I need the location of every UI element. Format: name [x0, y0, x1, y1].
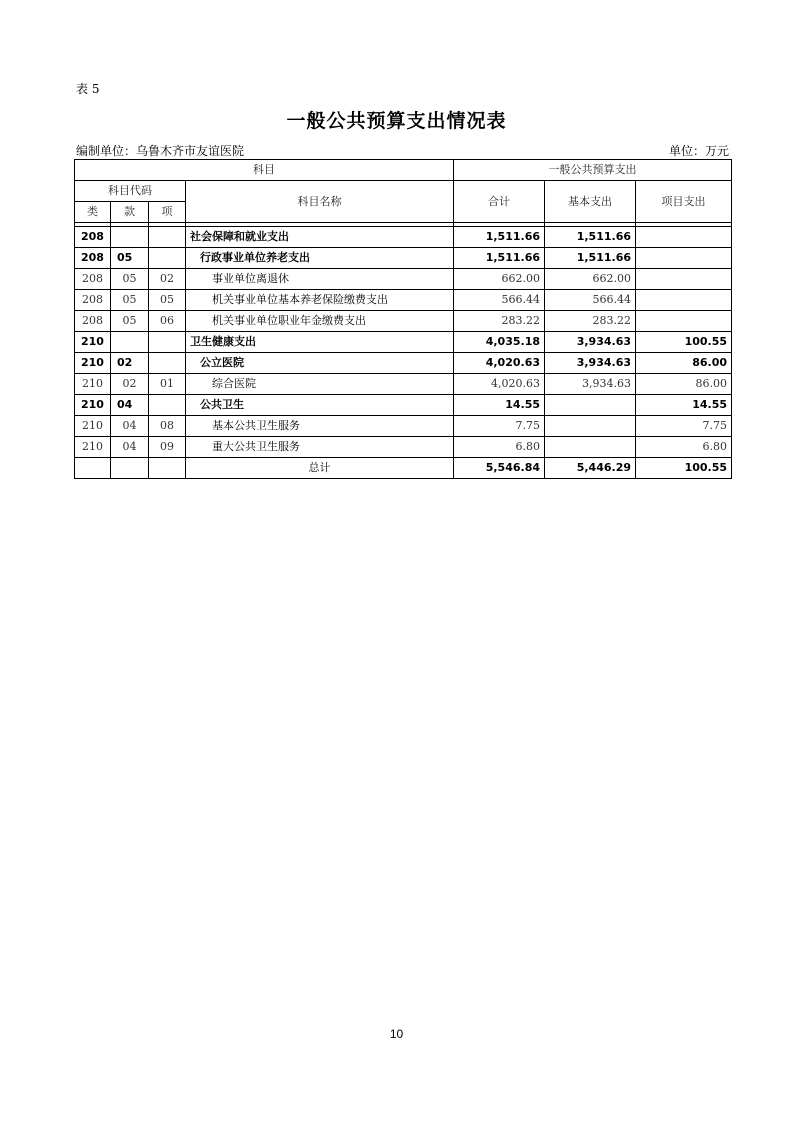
project-cell — [636, 290, 732, 311]
item-cell: 01 — [149, 374, 186, 395]
basic-cell: 3,934.63 — [545, 374, 636, 395]
class-cell: 210 — [75, 395, 111, 416]
project-cell: 86.00 — [636, 374, 732, 395]
code-group-header: 科目代码 — [75, 181, 186, 202]
total-cell: 283.22 — [454, 311, 545, 332]
section-header: 款 — [111, 202, 149, 223]
total-cell: 4,035.18 — [454, 332, 545, 353]
item-cell: 06 — [149, 311, 186, 332]
unit-label: 单位：万元 — [668, 144, 729, 158]
subject-name-cell: 综合医院 — [186, 374, 454, 395]
table-row — [75, 395, 732, 416]
table-row — [75, 332, 732, 353]
total-header: 合计 — [454, 181, 545, 223]
grand-total-label: 总计 — [186, 458, 454, 479]
class-cell: 208 — [75, 227, 111, 248]
org-label: 编制单位：乌鲁木齐市友谊医院 — [76, 144, 245, 158]
subject-name-cell: 公立医院 — [186, 353, 454, 374]
class-cell — [75, 458, 111, 479]
section-cell: 04 — [111, 395, 149, 416]
project-cell: 6.80 — [636, 437, 732, 458]
grand-project-cell: 100.55 — [636, 458, 732, 479]
subject-name-cell: 社会保障和就业支出 — [186, 227, 454, 248]
class-cell: 208 — [75, 311, 111, 332]
section-cell — [111, 458, 149, 479]
table-row — [75, 374, 732, 395]
basic-cell — [545, 416, 636, 437]
subject-name-cell: 事业单位离退休 — [186, 269, 454, 290]
table-row — [75, 248, 732, 269]
section-cell — [111, 227, 149, 248]
project-cell — [636, 227, 732, 248]
total-cell: 4,020.63 — [454, 374, 545, 395]
item-cell — [149, 353, 186, 374]
subject-name-cell: 基本公共卫生服务 — [186, 416, 454, 437]
table-row — [75, 437, 732, 458]
budget-table — [74, 159, 732, 479]
grand-total-cell: 5,546.84 — [454, 458, 545, 479]
basic-header: 基本支出 — [545, 181, 636, 223]
item-cell — [149, 332, 186, 353]
item-cell — [149, 248, 186, 269]
project-cell: 100.55 — [636, 332, 732, 353]
project-cell — [636, 269, 732, 290]
total-cell: 1,511.66 — [454, 248, 545, 269]
basic-cell: 283.22 — [545, 311, 636, 332]
table-row — [75, 353, 732, 374]
item-cell: 09 — [149, 437, 186, 458]
page-title: 一般公共预算支出情况表 — [286, 110, 507, 132]
class-cell: 210 — [75, 353, 111, 374]
basic-cell: 662.00 — [545, 269, 636, 290]
table-number: 表 5 — [76, 82, 100, 96]
item-cell — [149, 458, 186, 479]
basic-cell: 566.44 — [545, 290, 636, 311]
total-cell: 662.00 — [454, 269, 545, 290]
item-cell: 08 — [149, 416, 186, 437]
subject-name-cell: 机关事业单位职业年金缴费支出 — [186, 311, 454, 332]
name-header: 科目名称 — [186, 181, 454, 223]
section-cell: 04 — [111, 416, 149, 437]
section-cell: 05 — [111, 248, 149, 269]
subject-header: 科目 — [75, 160, 454, 181]
total-cell: 6.80 — [454, 437, 545, 458]
class-cell: 210 — [75, 374, 111, 395]
basic-cell: 3,934.63 — [545, 332, 636, 353]
table-row — [75, 416, 732, 437]
class-cell: 208 — [75, 269, 111, 290]
basic-cell — [545, 437, 636, 458]
section-cell: 05 — [111, 290, 149, 311]
project-cell: 7.75 — [636, 416, 732, 437]
total-cell: 4,020.63 — [454, 353, 545, 374]
class-cell: 208 — [75, 248, 111, 269]
table-row — [75, 227, 732, 248]
section-cell — [111, 332, 149, 353]
class-header: 类 — [75, 202, 111, 223]
basic-cell: 1,511.66 — [545, 248, 636, 269]
class-cell: 210 — [75, 437, 111, 458]
item-cell: 02 — [149, 269, 186, 290]
item-cell: 05 — [149, 290, 186, 311]
item-cell — [149, 227, 186, 248]
table-row — [75, 311, 732, 332]
subject-name-cell: 机关事业单位基本养老保险缴费支出 — [186, 290, 454, 311]
page-number: 10 — [389, 1027, 404, 1041]
project-cell: 86.00 — [636, 353, 732, 374]
basic-cell — [545, 395, 636, 416]
section-cell: 05 — [111, 269, 149, 290]
subject-name-cell: 行政事业单位养老支出 — [186, 248, 454, 269]
section-cell: 02 — [111, 353, 149, 374]
section-cell: 04 — [111, 437, 149, 458]
total-cell: 566.44 — [454, 290, 545, 311]
item-cell — [149, 395, 186, 416]
project-cell: 14.55 — [636, 395, 732, 416]
subject-name-cell: 公共卫生 — [186, 395, 454, 416]
class-cell: 208 — [75, 290, 111, 311]
table-row — [75, 269, 732, 290]
basic-cell: 3,934.63 — [545, 353, 636, 374]
subject-name-cell: 重大公共卫生服务 — [186, 437, 454, 458]
basic-cell: 1,511.66 — [545, 227, 636, 248]
total-cell: 14.55 — [454, 395, 545, 416]
subject-name-cell: 卫生健康支出 — [186, 332, 454, 353]
total-cell: 7.75 — [454, 416, 545, 437]
total-row — [75, 458, 732, 479]
table-row — [75, 290, 732, 311]
project-cell — [636, 311, 732, 332]
section-cell: 05 — [111, 311, 149, 332]
class-cell: 210 — [75, 332, 111, 353]
class-cell: 210 — [75, 416, 111, 437]
total-cell: 1,511.66 — [454, 227, 545, 248]
item-header: 项 — [149, 202, 186, 223]
section-cell: 02 — [111, 374, 149, 395]
budget-group-header: 一般公共预算支出 — [454, 160, 732, 181]
grand-basic-cell: 5,446.29 — [545, 458, 636, 479]
project-cell — [636, 248, 732, 269]
project-header: 项目支出 — [636, 181, 732, 223]
